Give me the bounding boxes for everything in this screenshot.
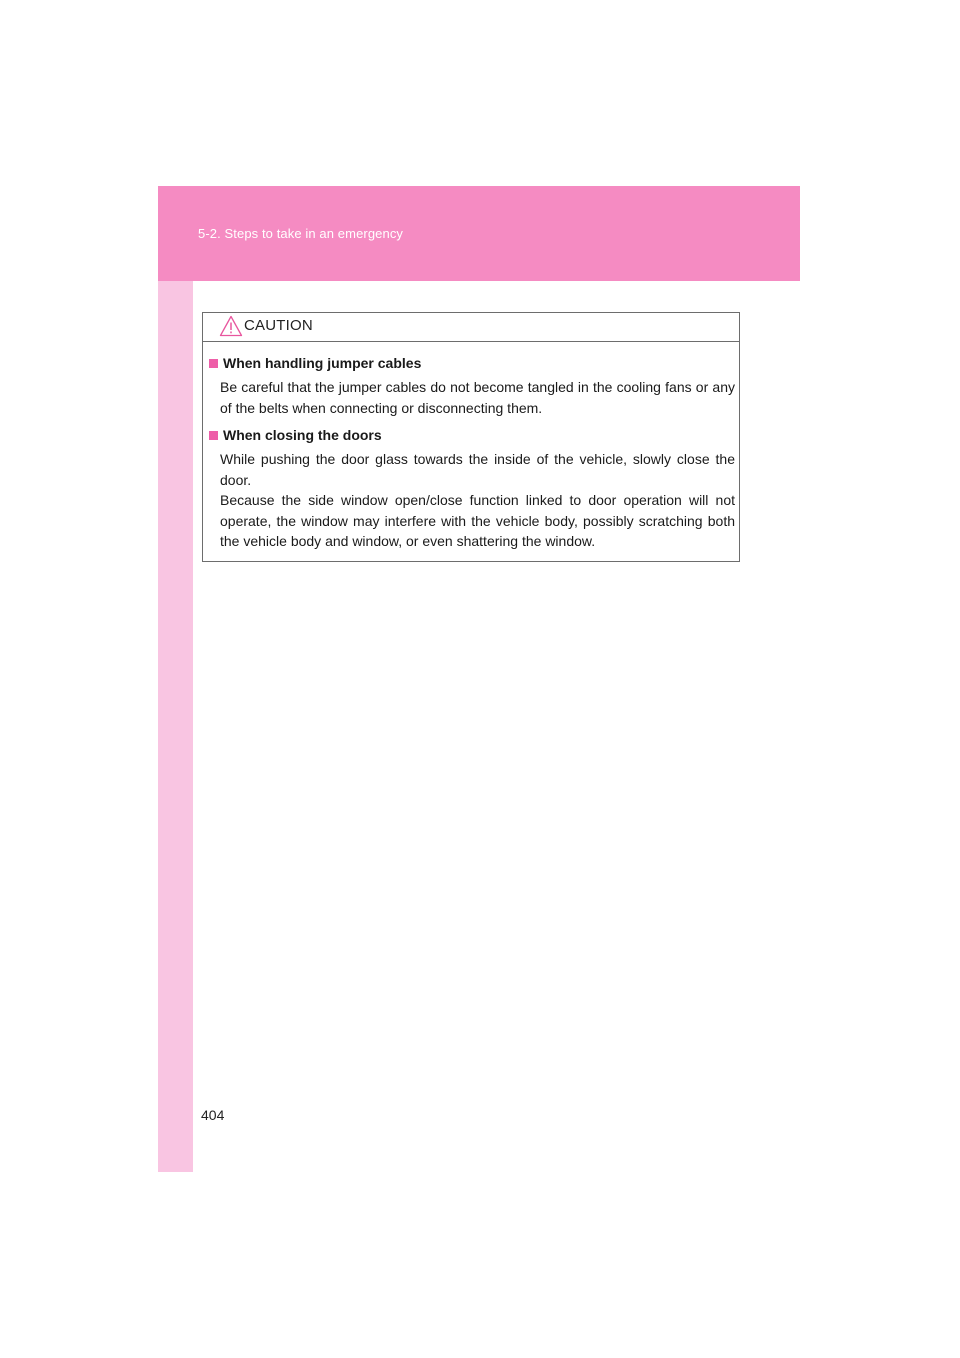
caution-label: CAUTION [244,317,313,334]
caution-paragraph: Because the side window open/close function linked to door operation will not operate, the window may interfere with the vehicle body, possibly scratching both the vehicle body and window, or even shattering the window. [220,492,735,549]
bullet-square-icon [209,359,218,368]
caution-item-heading [209,427,382,443]
caution-box [202,312,740,562]
page-number: 404 [201,1107,225,1123]
bullet-square-icon [209,431,218,440]
section-title: 5-2. Steps to take in an emergency [198,226,404,241]
caution-item-heading [209,355,421,371]
warning-triangle-icon [219,315,243,337]
caution-item-body [220,377,735,418]
caution-item-heading-text: When handling jumper cables [223,355,422,371]
caution-item-heading-text: When closing the doors [223,427,382,443]
caution-paragraph: While pushing the door glass towards the inside of the vehicle, slowly close the door. [220,451,735,488]
side-strip [158,186,193,1172]
caution-header [203,313,739,342]
caution-item-body [220,449,735,552]
caution-paragraph: Be careful that the jumper cables do not become tangled in the cooling fans or any of the belts when connecting or disconnecting them. [220,379,735,416]
